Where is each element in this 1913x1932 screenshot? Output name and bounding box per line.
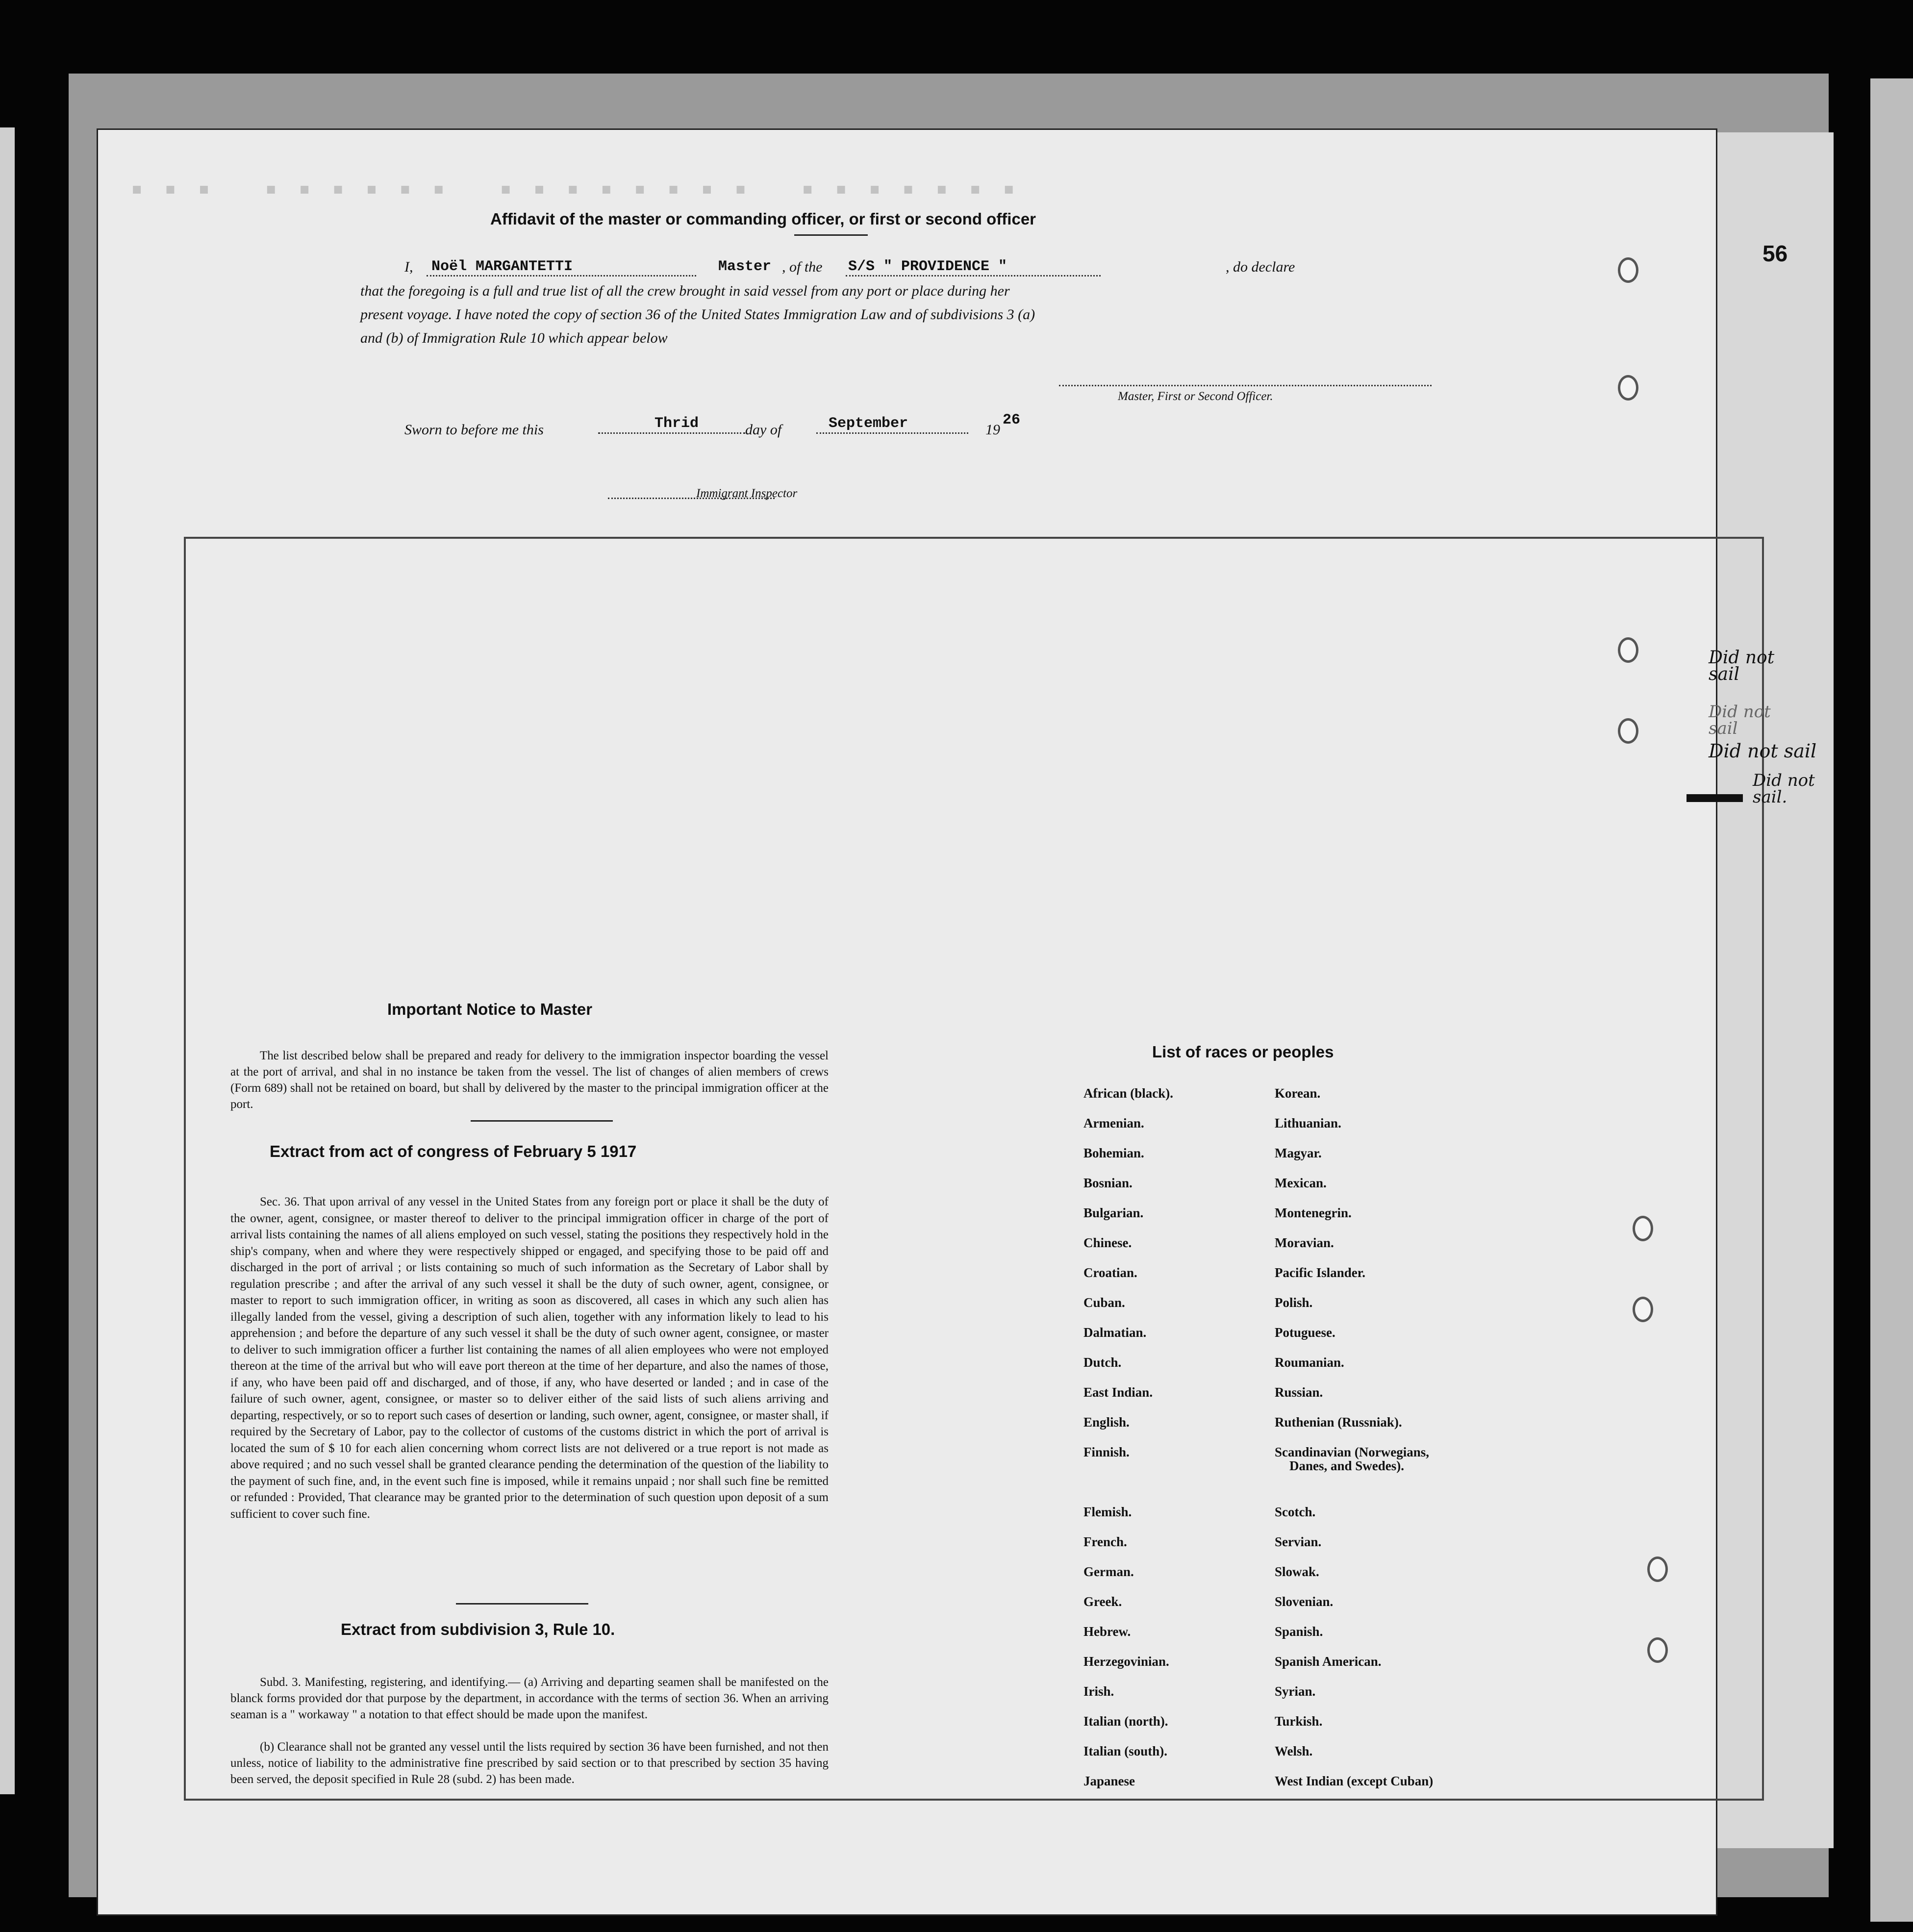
inspector-label: Immigrant Inspector [696,487,798,500]
race-item: Roumanian. [1275,1355,1344,1370]
vessel-name-line [846,275,1101,276]
race-item: Welsh. [1275,1744,1313,1758]
race-item: West Indian (except Cuban) [1275,1774,1434,1788]
affidavit-i: I, [404,259,413,275]
day-line [598,432,745,434]
race-item: Italian (south). [1083,1744,1168,1758]
race-item: Korean. [1275,1086,1321,1101]
race-item: Dalmatian. [1083,1325,1147,1340]
race-item: French. [1083,1534,1127,1549]
rank-value: Master [718,258,772,275]
races-left-column [1083,1086,1173,1804]
race-item: Italian (north). [1083,1714,1168,1729]
affidavit-title: Affidavit of the master or commanding officer, or first or second officer [490,210,1036,228]
sworn-year-value: 26 [1003,412,1021,428]
race-item: Magyar. [1275,1146,1322,1160]
race-item: Bulgarian. [1083,1205,1144,1220]
punch-hole [1647,1556,1668,1582]
race-item: Bosnian. [1083,1176,1133,1190]
race-item: Finnish. [1083,1445,1130,1459]
extract-rule-text-a: Subd. 3. Manifesting, registering, and identifying.— (a) Arriving and departing seamen shall be manifested on the blanck forms provided dor that purpose by the department, in accordance with the terms of section 36. When an arriving seaman is a " workaway " a notation to that effect should be made upon the manifest. [230,1676,829,1721]
race-item: Slovenian. [1275,1594,1334,1609]
extract-act-title: Extract from act of congress of February 5 1917 [270,1142,637,1160]
year-prefix: 19 [985,422,1000,438]
extract-divider [456,1603,588,1605]
extract-rule-text-b: (b) Clearance shall not be granted any vessel until the lists required by section 36 have been furnished, and not then unless, notice of liability to the administrative fine prescribed by said section or to that prescribed by section 35 having been served, the deposit specified in Rule 28 (subd. 2) has been made. [230,1740,829,1786]
race-item: Potuguese. [1275,1325,1335,1340]
adjacent-page-edge [1870,78,1913,1922]
race-item: Cuban. [1083,1295,1125,1310]
race-item: Danes, and Swedes). [1289,1458,1405,1473]
race-item: Syrian. [1275,1684,1316,1699]
extract-act-text: Sec. 36. That upon arrival of any vessel in the United States from any foreign port or place it shall be the duty of the owner, agent, consignee, or master thereof to deliver to the principal immigration officer in charge of the port of arrival lists containing the names of all aliens employed on such vessel, stating the positions they respectively hold in the ship's company, when and where they were respectively shipped or engaged, and specifying those to be paid off and discharged in the port of arrival ; or lists containing so much of such information as the Secretary of Labor shall by regulation prescribe ; and after the arrival of any such vessel it shall be the duty of such owner, agent, consignee, or master to report to such immigration officer, in writing as soon as discovered, all cases in which any such alien has illegally landed from the vessel, giving a description of such alien, together with any information likely to lead to his apprehension ; and before the departure of any such vessel it shall be the duty of such owner agent, consignee, or master to deliver to such immigration officer a further list containing the names of all alien employees who were not employed thereon at the time of the arrival but who will eave port thereon at the time of her departure, and also the names of those, if any, who have been paid off and discharged, and of those, if any, who have deserted or landed ; and in case of the failure of such owner, agent, consignee, or master so to deliver either of the said lists of such aliens arriving and departing, respectively, or so to report such cases of desertion or landing, such owner, agent, consignee, or master shall, if required by the Secretary of Labor, pay to the collector of customs of the customs district in which the port of arrival is located the sum of $ 10 for each alien concerning whom correct lists are not delivered or a true report is not made as above required ; and no such vessel shall be granted clearance pending the determination of the question of the liability to the payment of such fine, and, in the event such fine is imposed, while it remains unpaid ; nor shall such fine be remitted or refunded : Provided, That clearance may be granted prior to the determination of such question upon deposit of a sum sufficient to cover such fine. [230,1195,829,1521]
race-item [1083,1475,1173,1505]
race-item: German. [1083,1564,1134,1579]
race-item: Armenian. [1083,1116,1144,1130]
race-item: Croatian. [1083,1265,1137,1280]
affidavit-line-4: and (b) of Immigration Rule 10 which appear below [360,330,668,346]
notice-title: Important Notice to Master [387,1000,593,1018]
extract-rule-title: Extract from subdivision 3, Rule 10. [341,1620,615,1638]
race-item: Polish. [1275,1295,1313,1310]
race-item: Pacific Islander. [1275,1265,1365,1280]
race-item: Irish. [1083,1684,1114,1699]
race-item: Montenegrin. [1275,1205,1352,1220]
month-line [816,432,968,434]
race-item: Servian. [1275,1534,1322,1549]
signature-label: Master, First or Second Officer. [1118,390,1273,403]
do-declare-label: , do declare [1226,259,1295,275]
punch-hole [1618,718,1638,744]
races-title: List of races or peoples [1152,1043,1334,1061]
struck-out-mark [1686,794,1743,802]
race-item: Greek. [1083,1594,1122,1609]
race-item: Dutch. [1083,1355,1122,1370]
race-item: Lithuanian. [1275,1116,1341,1130]
punch-hole [1618,375,1638,401]
race-item: Herzegovinian. [1083,1654,1169,1669]
race-item: Slowak. [1275,1564,1319,1579]
race-item: Chinese. [1083,1235,1132,1250]
page-number: 56 [1762,241,1788,266]
race-item: English. [1083,1415,1130,1430]
race-item: Russian. [1275,1385,1323,1400]
day-of-label: day of [745,422,782,438]
race-item: Ruthenian (Russniak). [1275,1415,1402,1430]
handwritten-note: Did not sail [1709,702,1771,738]
race-item: East Indian. [1083,1385,1153,1400]
punch-hole [1618,637,1638,663]
race-item: Mexican. [1275,1176,1327,1190]
race-item: Turkish. [1275,1714,1323,1729]
notice-divider [471,1120,613,1122]
affidavit-line-3: present voyage. I have noted the copy of section 36 of the United States Immigration Law and of subdivisions 3 (a) [360,306,1035,323]
punch-hole [1633,1297,1653,1322]
bleed-through-heading: ▪▪▪ ▪▪▪▪▪▪ ▪▪▪▪▪▪▪▪ ▪▪▪▪▪▪▪ [127,174,1033,209]
master-name-line [427,275,696,276]
race-item: Japanese [1083,1774,1135,1788]
race-item: Hebrew. [1083,1624,1131,1639]
underlying-table-frame [184,537,1764,1801]
binder-edge-left [0,127,15,1794]
sworn-label: Sworn to before me this [404,422,544,438]
punch-hole [1618,257,1638,283]
race-item: Moravian. [1275,1235,1334,1250]
race-item: African (black). [1083,1086,1173,1101]
of-the-label: , of the [782,259,823,275]
race-item: Flemish. [1083,1505,1132,1519]
sworn-day-value: Thrid [654,415,699,432]
master-name-value: Noël MARGANTETTI [431,258,573,275]
race-item: Scotch. [1275,1505,1316,1519]
race-item: Spanish American. [1275,1654,1382,1669]
affidavit-line-2: that the foregoing is a full and true list of all the crew brought in said vessel from any port or place during her [360,283,1010,299]
punch-hole [1647,1637,1668,1663]
title-divider [794,234,868,236]
vessel-name-value: S/S " PROVIDENCE " [848,258,1007,275]
handwritten-note: Did not sail [1709,740,1817,762]
races-right-column [1275,1086,1433,1804]
race-item: Spanish. [1275,1624,1323,1639]
signature-line [1059,385,1432,386]
notice-text: The list described below shall be prepared and ready for delivery to the immigration inspector boarding the vessel at the port of arrival, and shal in no instance be taken from the vessel. The list of changes of alien members of crews (Form 689) shall not be retained on board, but shall by delivered by the master to the principal immigration officer at the port. [230,1049,829,1111]
race-item: Bohemian. [1083,1146,1144,1160]
punch-hole [1633,1216,1653,1241]
handwritten-note: Did not sail [1709,648,1775,684]
sworn-month-value: September [829,415,908,432]
handwritten-note: Did not sail. [1753,771,1815,807]
race-item: Scandinavian (Norwegians, [1275,1445,1430,1459]
